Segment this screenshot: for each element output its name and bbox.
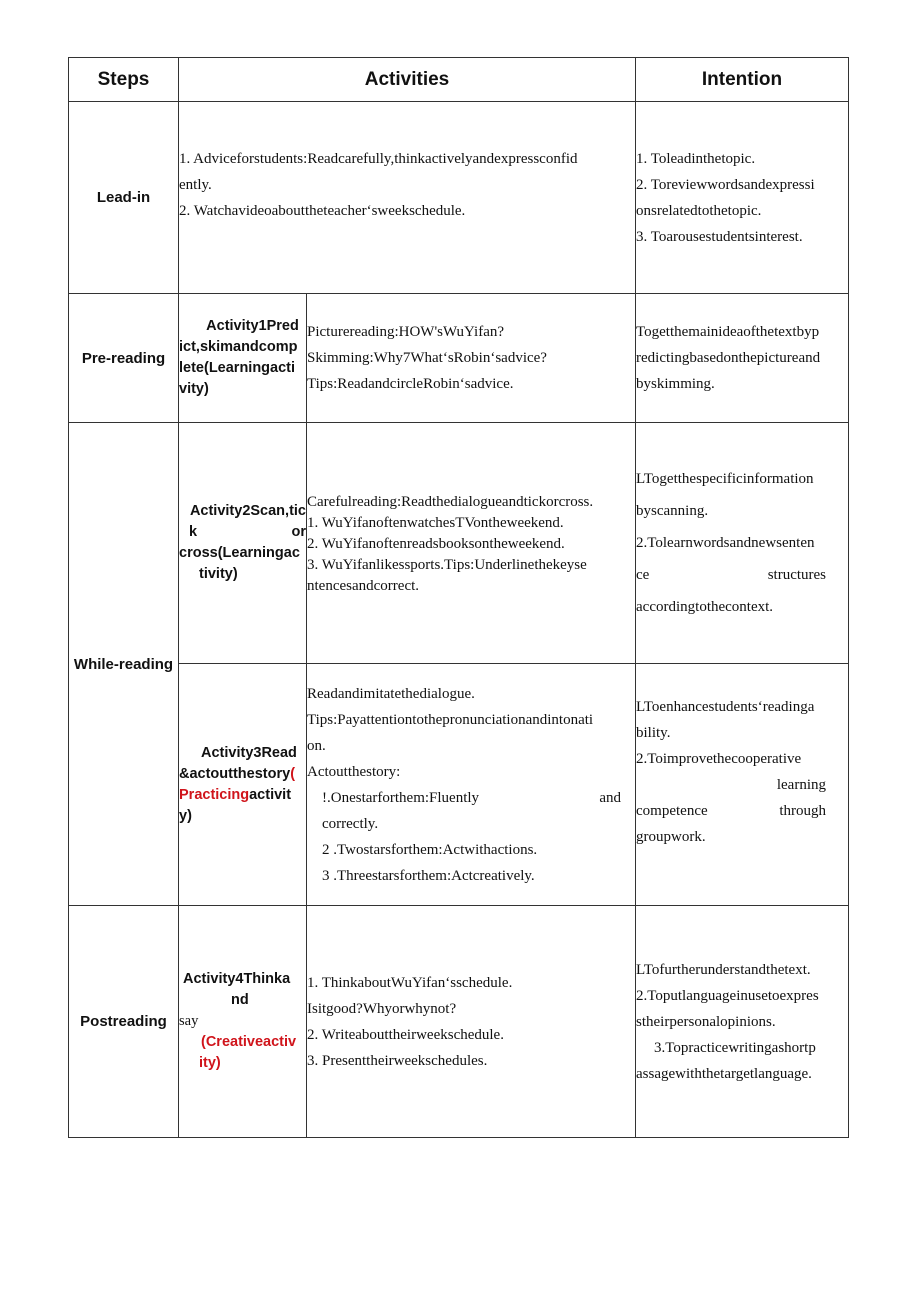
activity-line: 1. ThinkaboutWuYifanʻsschedule. [307,974,513,991]
activity-line: 2. WuYifanoftenreadsbooksontheweekend. [307,535,565,552]
activity-line: Isitgood?Whyorwhynot? [307,1000,457,1017]
activity-line: correctly. [322,815,379,832]
activity-line: Readandimitatethedialogue. [307,685,475,702]
intention-line: byscanning. [636,503,709,519]
intention-line: groupwork. [636,828,706,845]
intention-line: 2.Tolearnwordsandnewsenten [636,535,815,551]
activity-line: Carefulreading:Readthedialogueandtickorcross. [307,493,594,510]
pre-reading-row [69,294,849,423]
activity-line: Actoutthestory: [307,763,401,780]
post-reading-row [69,906,849,1138]
step-while-reading: While-reading [69,423,179,906]
intention-line: Togetthemainideaofthetextbyp [636,324,820,340]
activity-line: 2 .Twostarsforthem:Actwithactions. [322,841,538,858]
activity-line: Tips:ReadandcircleRobinʻsadvice. [307,376,514,392]
header-steps: Steps [69,58,179,102]
lead-in-activities [179,102,636,294]
activity-line: 2. Writeabouttheirweekschedule. [307,1026,504,1043]
activity-4-name: Activity4Thinka nd say (Creativeactiv ity) [179,906,307,1138]
activity-line: 1. WuYifanoftenwatchesTVontheweekend. [307,514,564,531]
activity-1-name: Activity1Pred ict,skimandcomp lete(Learningacti vity) [179,294,307,423]
intention-line: learning [776,776,827,793]
post-reading-activities [307,906,636,1138]
activity-line: 1. Adviceforstudents:Readcarefully,thinkactivelyandexpressconfid [179,150,578,167]
activity-line: Skimming:Why7WhatʻsRobinʻsadvice? [307,350,547,366]
activity-2-name: Activity2Scan,tic k or cross(Learningac tivity) [179,423,307,664]
step-lead-in: Lead-in [69,102,179,294]
intention-line: 2.Toimprovethecooperative [636,750,802,767]
step-pre-reading: Pre-reading [69,294,179,423]
intention-line: byskimming. [636,376,715,392]
activity-line: 3 .Threestarsforthem:Actcreatively. [322,867,535,884]
intention-line: 2. Toreviewwordsandexpressi [636,176,815,193]
intention-line: 3. Toarousestudentsinterest. [636,228,803,245]
header-intention: Intention [636,58,849,102]
intention-line: bility. [636,724,671,741]
lead-in-intention [636,102,849,294]
intention-line: 2.Toputlanguageinusetoexpres [636,987,819,1004]
header-activities: Activities [179,58,636,102]
intention-line: stheirpersonalopinions. [636,1013,776,1030]
activity-line: on. [307,737,326,754]
while-reading-row-1 [69,423,849,664]
intention-line: onsrelatedtothetopic. [636,202,762,219]
activity-3-name: Activity3Read &actoutthestory( Practicingactivit y) [179,664,307,906]
activity-line: ently. [179,176,212,193]
intention-line: competence through [636,802,827,819]
activity-line: Tips:Payattentiontothepronunciationandintonati [307,711,594,728]
intention-line: redictingbasedonthepictureand [636,350,821,366]
intention-line: accordingtothecontext. [636,599,774,615]
intention-line: LToenhancestudentsʻreadinga [636,698,815,715]
intention-line: LTofurtherunderstandthetext. [636,961,811,978]
while-reading-intention-2 [636,423,849,664]
post-reading-intention [636,906,849,1138]
intention-line: ce structures [636,567,827,583]
header-row [69,58,849,102]
pre-reading-intention [636,294,849,423]
intention-line: LTogetthespecificinformation [636,471,814,487]
step-post-reading: Postreading [69,906,179,1138]
activity-line: 3. Presenttheirweekschedules. [307,1052,488,1069]
activity-line: Picturereading:HOW'sWuYifan? [307,324,505,340]
activity-line: 2. Watchavideoabouttheteacherʻsweekschedule. [179,202,466,219]
while-reading-activities-3 [307,664,636,906]
while-reading-activities-2 [307,423,636,664]
while-reading-row-2 [69,664,849,906]
activity-line: ntencesandcorrect. [307,577,420,594]
intention-line: 1. Toleadinthetopic. [636,150,756,167]
activity-line: 3. WuYifanlikessports.Tips:Underlinethekeyse [307,556,587,573]
pre-reading-activities [307,294,636,423]
lead-in-row [69,102,849,294]
activity-line: !.Onestarforthem:Fluently and [322,789,622,806]
while-reading-intention-3 [636,664,849,906]
lesson-plan-table [68,57,849,1138]
intention-line: 3.Topracticewritingashortp [654,1039,816,1056]
intention-line: assagewiththetargetlanguage. [636,1065,812,1082]
